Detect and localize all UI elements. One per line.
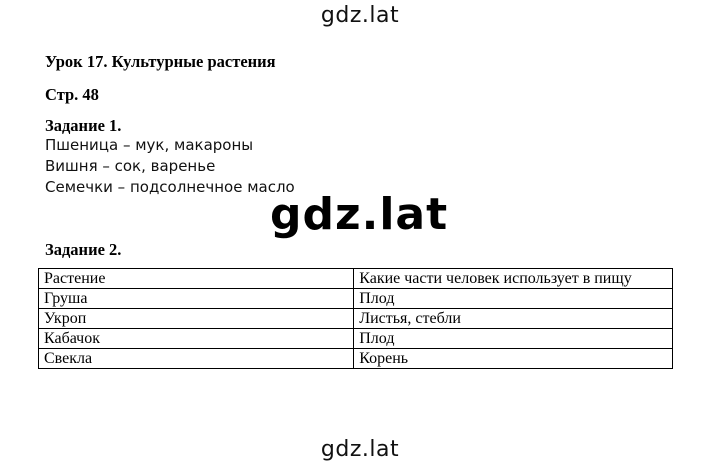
watermark-bottom: gdz.lat [320,437,400,462]
table-cell-parts: Листья, стебли [354,309,673,329]
table-row [39,349,673,369]
table-cell-parts: Плод [354,289,673,309]
watermark-middle: gdz.lat [270,189,449,240]
task1-line-3: Семечки – подсолнечное масло [45,178,295,196]
table-cell-plant: Груша [39,289,354,309]
task1-line-2: Вишня – сок, варенье [45,157,216,175]
table-header-row [39,269,673,289]
table-cell-plant: Кабачок [39,329,354,349]
watermark-top: gdz.lat [320,3,400,28]
table-row [39,289,673,309]
task2-title: Задание 2. [45,240,122,259]
task1-line-1: Пшеница – мук, макароны [45,136,254,154]
table-header-cell: Какие части человек использует в пищу [354,269,673,289]
task1-title: Задание 1. [45,116,122,135]
table-row [39,309,673,329]
task2-table [38,268,673,369]
table-cell-parts: Плод [354,329,673,349]
table-header-cell: Растение [39,269,354,289]
table-cell-parts: Корень [354,349,673,369]
table-cell-plant: Укроп [39,309,354,329]
table-row [39,329,673,349]
lesson-title: Урок 17. Культурные растения [45,52,276,71]
page-reference: Стр. 48 [45,85,99,104]
table-cell-plant: Свекла [39,349,354,369]
